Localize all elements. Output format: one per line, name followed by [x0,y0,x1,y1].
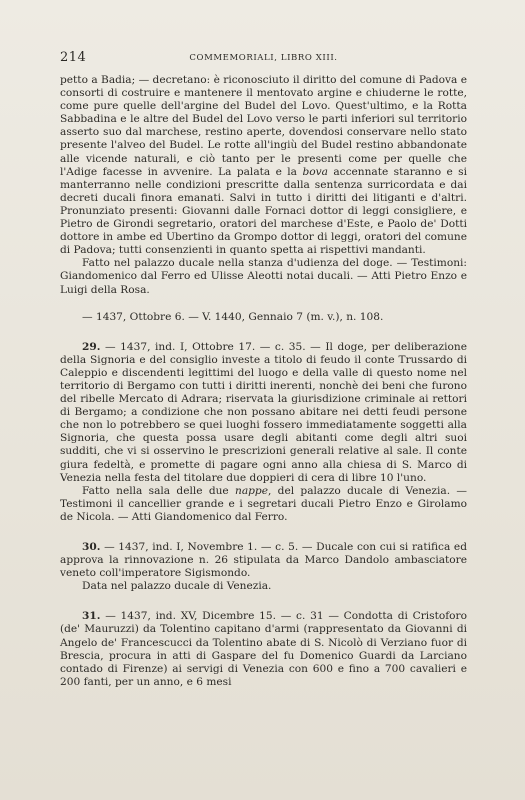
running-head: COMMEMORIALI, LIBRO XIII. [189,53,338,63]
entry-prev-continuation: petto a Badia; — decretano: è riconosciuto il diritto del comune di Padova e consorti di costruire e mantenere il mentovato argine e chiuderne le rotte, come pure quelle dell'argine del Budel del Lovo. Quest'ultimo, e la Rotta Sabbadina e le altre del Budel del Lovo verso le parti inferiori sul territorio asserto suo dal marchese, restino aperte, dovendosi conservare nello stato presente l'alveo del Budel. Le rotte all'ingiù del Budel restino abbandonate alle vicende naturali, e ciò tanto per le presenti come per quelle che l'Adige facesse in avvenire. La palata e la bova accennate staranno e si manterranno nelle condizioni prescritte dalla sentenza surricordata e dai decreti ducali finora emanati. Salvi in tutto i diritti dei litiganti e d'altri. Pronunziato presenti: Giovanni dalle Fornaci dottor di leggi consigliere, e Pietro de Girondi segretario, oratori del marchese d'Este, e Paolo de' Dotti dottore in ambe ed Ubertino da Grompo dottor di leggi, oratori del comune di Padova; tutti consenzienti in quanto spetta ai rispettivi mandanti. [60,74,468,257]
entry-prev-fatto: Fatto nel palazzo ducale nella stanza d'udienza del doge. — Testimoni: Giandomenico dal Ferro ed Ulisse Aleotti notai ducali. — Atti Pietro Enzo e Luigi della Rosa. [60,257,467,296]
entry-30-heading: — 1437, ind. I, Novembre 1. — c. 5. [104,541,299,553]
page-header [60,50,467,66]
entry-31-text: — Condotta di Cristoforo (de' Mauruzzi) da Tolentino capitano d'armi (rappresentato da Giovanni di Angelo de' Francescucci da Tolentino abate di S. Nicolò di Verziano fuor di Brescia, procura in atti di Gaspare del fu Domenico Guardi da Larciano contado di Firenze) ai servigi di Venezia con 600 e fino a 700 cavalieri e 200 fanti, per un anno, e 6 mesi [60,610,467,688]
entry-30 [60,541,467,580]
entry-31-heading: — 1437, ind. XV, Dicembre 15. — c. 31 [105,610,324,623]
entry-29-text: — Il doge, per deliberazione della Signoria e del consiglio investe a titolo di feudo il conte Trussardo di Caleppio e discendenti legittimi del luogo e della valle di questo nome nel territorio di Bergamo con tutti i diritti inerenti, nonchè dei beni che furono del ribelle Mercato di Adrara; riservata la giurisdizione criminale ai rettori di Bergamo; a condizione che non possano abitare nei detti feudi persone che non lo potrebbero se quei luoghi fossero immediatamente soggetti alla Signoria, che questa possa usare degli abitanti come degli altri suoi sudditi, che vi si osservino le prescrizioni generali relative al sale. Il conte giura fedeltà, e promette di pagare ogni anno alla chiesa di S. Marco di Venezia nella festa del titolare due doppieri di cera di libre 10 l'uno. [60,340,467,484]
cross-reference: — 1437, Ottobre 6. — V. 1440, Gennaio 7 (m. v.), n. 108. [82,310,384,323]
entry-30-number: 30. [82,541,101,553]
entry-29-fatto: Fatto nella sala delle due nappe, del palazzo ducale di Venezia. — Testimoni il cancellier grande e i segretari ducali Pietro Enzo e Girolamo de Nicola. — Atti Giandomenico dal Ferro. [60,484,467,523]
entry-31-number: 31. [82,610,101,623]
page-body [60,74,467,689]
italic-word-nappe: nappe [235,484,268,497]
page-number: 214 [60,50,87,65]
entry-29-number: 29. [82,340,101,353]
entry-30-data: Data nel palazzo ducale di Venezia. [82,580,272,593]
entry-29 [60,341,467,485]
entry-29-heading: — 1437, ind. I, Ottobre 17. — c. 35. [105,340,306,353]
entry-30-text: — Ducale con cui si ratifica ed approva la rinnovazione n. 26 stipulata da Marco Dandolo ambasciatore veneto coll'imperatore Sigismondo. [60,541,467,580]
italic-word-bova: bova [302,165,328,178]
entry-31 [60,610,467,689]
